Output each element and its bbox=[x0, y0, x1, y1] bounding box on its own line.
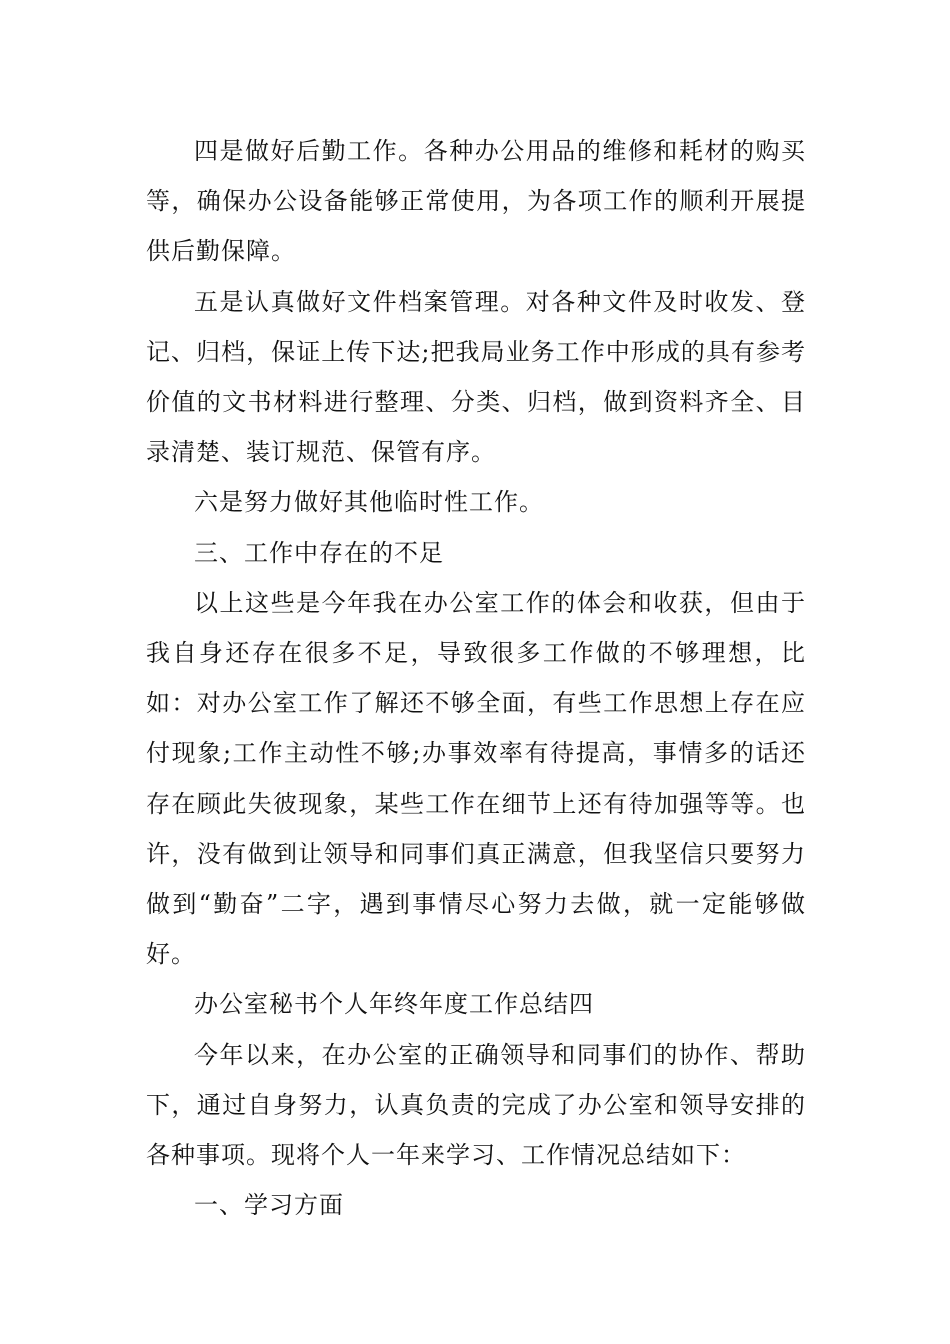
paragraph-logistics: 四是做好后勤工作。各种办公用品的维修和耗材的购买等，确保办公设备能够正常使用，为各项工作的顺利开展提供后勤保障。 bbox=[146, 137, 806, 266]
paragraph-introduction: 今年以来，在办公室的正确领导和同事们的协作、帮助下，通过自身努力，认真负责的完成了办公室和领导安排的各种事项。现将个人一年来学习、工作情况总结如下： bbox=[146, 1040, 806, 1170]
paragraph-archive-management: 五是认真做好文件档案管理。对各种文件及时收发、登记、归档，保证上传下达;把我局业务工作中形成的具有参考价值的文书材料进行整理、分类、归档，做到资料齐全、目录清楚、装订规范、保管有序。 bbox=[146, 287, 806, 467]
paragraph-temporary-work: 六是努力做好其他临时性工作。 bbox=[194, 488, 544, 517]
document-title-summary-four: 办公室秘书个人年终年度工作总结四 bbox=[194, 990, 594, 1019]
paragraph-shortcomings: 以上这些是今年我在办公室工作的体会和收获，但由于我自身还存在很多不足，导致很多工作做的不够理想，比如：对办公室工作了解还不够全面，有些工作思想上存在应付现象;工作主动性不够;办事效率有待提高，事情多的话还存在顾此失彼现象，某些工作在细节上还有待加强等等。也许，没有做到让领导和同事们真正满意，但我坚信只要努力做到“勤奋”二字，遇到事情尽心努力去做，就一定能够做好。 bbox=[146, 588, 806, 969]
section-heading-study: 一、学习方面 bbox=[194, 1191, 344, 1220]
section-heading-shortcomings: 三、工作中存在的不足 bbox=[194, 538, 444, 567]
document-body bbox=[146, 126, 806, 1230]
